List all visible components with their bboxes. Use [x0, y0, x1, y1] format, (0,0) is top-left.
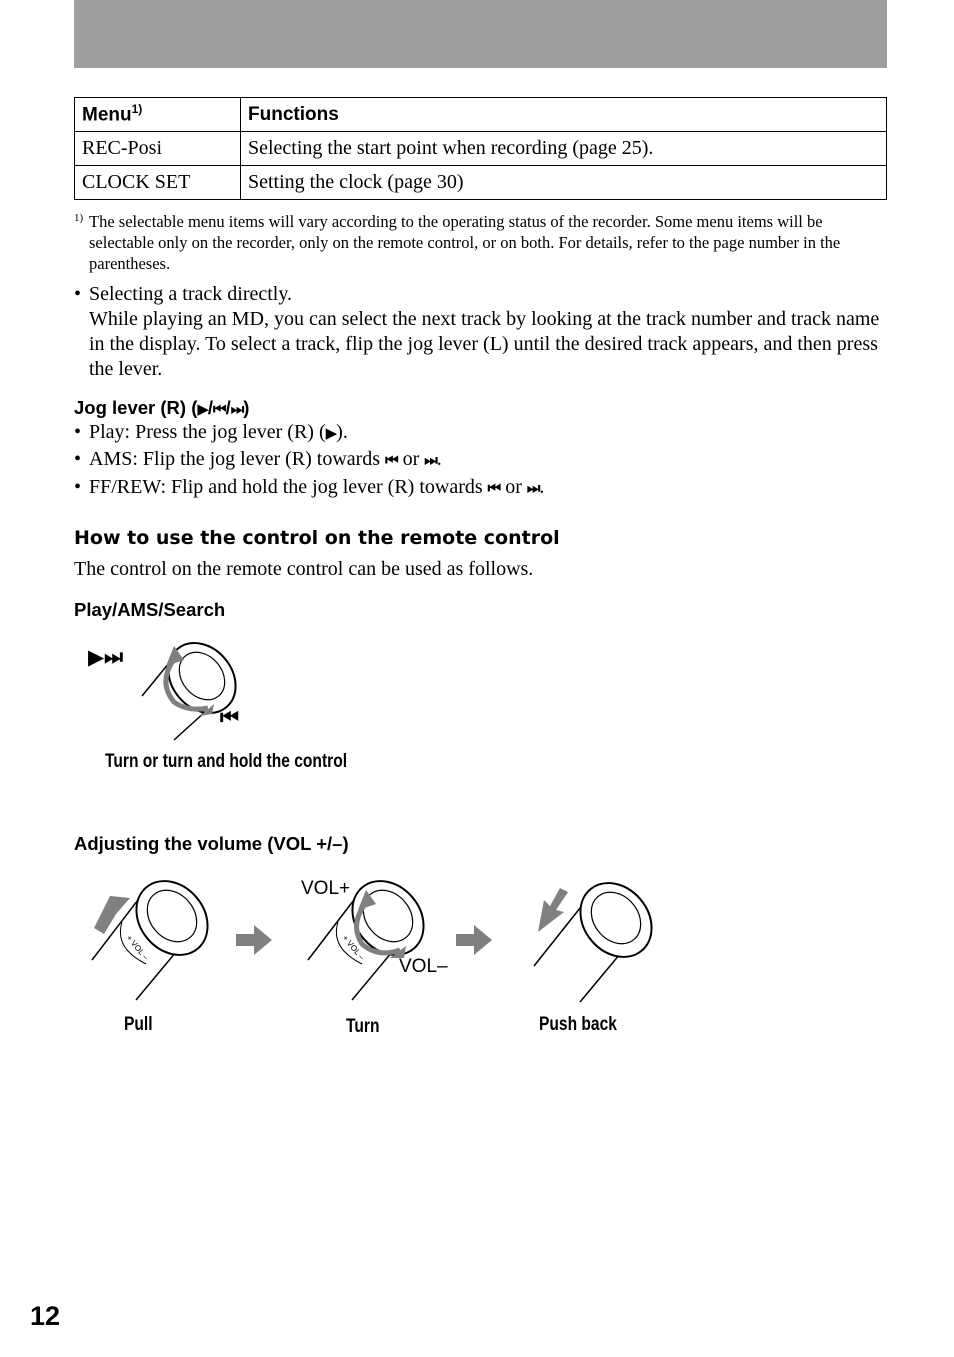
table-row [75, 132, 887, 166]
push-arrow-icon [538, 888, 568, 932]
table-cell: REC-Posi [75, 132, 241, 166]
turn-caption: Turn [346, 1016, 380, 1037]
prev-track-icon: ⏮ [385, 451, 398, 469]
jog-ff-line: • FF/REW: Flip and hold the jog lever (R) towards ⏮ or ⏭. [74, 476, 545, 498]
table-header-functions: Functions [241, 98, 887, 132]
play-ams-caption: Turn or turn and hold the control [105, 751, 348, 772]
menu-table [74, 97, 887, 200]
prev-track-icon: ⏮ [220, 705, 239, 729]
volume-heading: Adjusting the volume (VOL +/–) [74, 833, 349, 854]
footnote-mark: 1) [74, 212, 84, 224]
play-next-icon: ▶⏭ [88, 645, 124, 669]
footnote-text: The selectable menu items will vary according to the operating status of the recorder. Some menu items will be selectable only on the recorder, only on the remote control, or on both. For details, refer to the page number in the parentheses. [89, 212, 841, 273]
bullet-title: Selecting a track directly. [89, 283, 293, 305]
bullet-track-select [74, 282, 889, 382]
play-icon: ▶ [197, 400, 208, 418]
play-icon: ▶ [325, 424, 337, 442]
table-header-menu: Menu$^{1)}$ [75, 98, 241, 132]
push-back-knob-diagram [530, 880, 655, 1008]
table-cell: Selecting the start point when recording (page 25). [241, 132, 887, 166]
pull-arrow-icon [94, 896, 130, 934]
header-bar [74, 0, 887, 68]
prev-track-icon: ⏮ [487, 479, 501, 497]
knob-marking: + VOL – [124, 933, 151, 962]
vol-plus-label: VOL+ [301, 878, 351, 899]
play-ams-heading: Play/AMS/Search [74, 599, 226, 620]
next-track-icon: ⏭ [230, 400, 244, 418]
next-track-icon: ⏭ [526, 479, 540, 497]
pull-knob-diagram [88, 878, 213, 1006]
push-back-caption: Push back [539, 1014, 617, 1035]
table-cell: CLOCK SET [75, 166, 241, 200]
page-number: 12 [30, 1301, 61, 1331]
vol-minus-label: VOL– [399, 956, 448, 977]
remote-intro: The control on the remote control can be used as follows. [74, 558, 534, 580]
jog-play-line: • Play: Press the jog lever (R) (▶). [74, 421, 348, 443]
pull-caption: Pull [124, 1014, 153, 1035]
table-header-row [75, 98, 887, 132]
jog-heading: Jog lever (R) (▶/⏮/⏭) [74, 397, 250, 418]
next-track-icon: ⏭ [424, 451, 437, 469]
footnote [74, 211, 889, 274]
bullet-body: While playing an MD, you can select the next track by looking at the track number and track name in the display. To select a track, flip the jog lever (L) until the desired track appears, and then press the lever. [89, 308, 880, 380]
remote-section-heading: How to use the control on the remote control [74, 527, 560, 549]
right-arrow-icon [456, 925, 494, 955]
table-row [75, 166, 887, 200]
table-cell: Setting the clock (page 30) [241, 166, 887, 200]
prev-track-icon: ⏮ [213, 400, 226, 418]
bullet-icon: • [74, 283, 82, 305]
right-arrow-icon [236, 925, 274, 955]
knob-marking: + VOL – [340, 933, 367, 962]
jog-ams-line: • AMS: Flip the jog lever (R) towards ⏮ or ⏭. [74, 448, 442, 470]
play-ams-knob-diagram [88, 640, 268, 745]
